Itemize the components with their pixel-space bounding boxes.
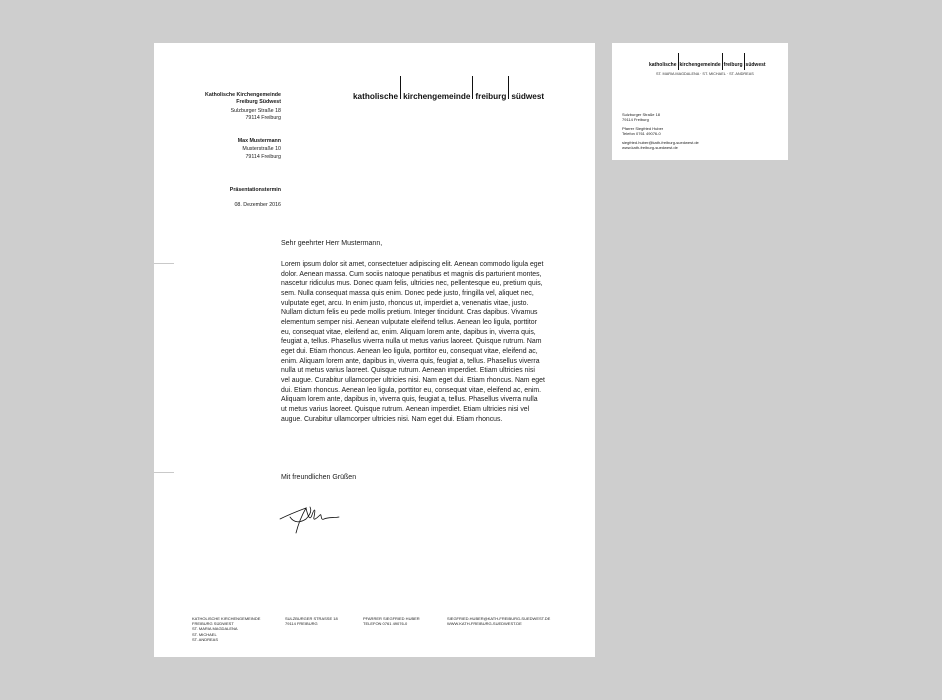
recipient-block bbox=[238, 137, 281, 161]
card-logo bbox=[648, 53, 767, 70]
footer-col-address bbox=[285, 616, 338, 626]
logo-segment: südwest bbox=[745, 62, 766, 68]
fold-mark bbox=[154, 472, 174, 473]
footer-col-contact bbox=[363, 616, 420, 626]
footer-line: PFARRER SIEGFRIED HUBER bbox=[363, 616, 420, 621]
footer-line: ST. MARIA MAGDALENA bbox=[192, 626, 238, 632]
logo-segment: freiburg bbox=[723, 62, 743, 68]
sender-name-line1: Katholische Kirchengemeinde bbox=[205, 92, 281, 98]
card-contact: Pfarrer Siegfried Huber bbox=[622, 126, 664, 131]
logo-segment: katholische bbox=[649, 62, 677, 68]
footer-line: ST. ANDREAS bbox=[192, 636, 219, 642]
card-subtitle: ST. MARIA MAGDALENA · ST. MICHAEL · ST. ANDREAS bbox=[656, 72, 754, 76]
logo-segment: südwest bbox=[511, 92, 545, 101]
letter-date: 08. Dezember 2016 bbox=[234, 201, 281, 208]
closing: Mit freundlichen Grüßen bbox=[281, 474, 357, 481]
letter-body: Lorem ipsum dolor sit amet, consectetuer adipiscing elit. Aenean commodo ligula eget dolor. Aenean massa. Cum sociis natoque penatibus et magnis dis parturient montes, nascetur ridiculus mus. Donec quam felis, ultricies nec, pellentesque eu, pretium quis, sem. Nulla consequat massa quis enim. Donec pede justo, fringilla vel, aliquet nec, vulputate eget, arcu. In enim justo, rhoncus ut, imperdiet a, venenatis vitae, justo. Nullam dictum felis eu pede mollis pretium. Integer tincidunt. Cras dapibus. Vivamus elementum semper nisi. Aenean vulputate eleifend tellus. Aenean leo ligula, porttitor eu, consequat vitae, eleifend ac, enim. Aliquam lorem ante, dapibus in, viverra quis, feugiat a, tellus. Phasellus viverra nulla ut metus varius laoreet. Quisque rutrum. Nam eget dui. Etiam rhoncus. Aenean leo ligula, porttitor eu, consequat vitae, eleifend ac, enim. Aliquam lorem ante, dapibus in, viverra quis, feugiat a, tellus. Phasellus viverra nulla ut metus varius laoreet. Quisque rutrum. Aenean imperdiet. Etiam ultricies nisi vel augue. Curabitur ullamcorper ultricies nisi. Nam eget dui. Etiam rhoncus. Nam eget dui. Etiam rhoncus. Aenean leo ligula, porttitor eu, consequat vitae, eleifend ac, enim. Aliquam lorem ante, dapibus in, viverra quis, feugiat a, tellus. Phasellus viverra nulla ut metus varius laoreet. Quisque rutrum. Aenean imperdiet. Etiam ultricies nisi vel augue. Curabitur ullamcorper ultricies nisi. Nam eget dui. Etiam rhoncus. bbox=[281, 261, 545, 423]
card-website: www.kath-freiburg-suedwest.de bbox=[622, 145, 678, 150]
business-card bbox=[612, 43, 788, 160]
sender-street: Sulzburger Straße 18 bbox=[230, 108, 281, 115]
fold-mark bbox=[154, 263, 174, 264]
logo-segment: kirchengemeinde bbox=[403, 92, 471, 101]
footer-line: 79114 FREIBURG bbox=[285, 621, 318, 627]
recipient-street: Musterstraße 10 bbox=[242, 146, 281, 152]
recipient-name: Max Mustermann bbox=[237, 138, 281, 144]
meta-block bbox=[230, 187, 281, 208]
sender-city: 79114 Freiburg bbox=[245, 114, 281, 121]
card-city: 79114 Freiburg bbox=[622, 117, 649, 122]
logo-segment: kirchengemeinde bbox=[679, 62, 721, 68]
card-street: Sulzburger Straße 18 bbox=[622, 112, 661, 117]
letter-page bbox=[154, 43, 595, 657]
sender-name-line2: Freiburg Südwest bbox=[236, 98, 281, 105]
footer-line: ST. MICHAEL bbox=[192, 631, 217, 637]
recipient-city: 79114 Freiburg bbox=[245, 154, 281, 160]
footer-col-organisation bbox=[192, 616, 260, 642]
footer-col-web bbox=[447, 616, 550, 626]
sender-block bbox=[205, 92, 281, 121]
salutation: Sehr geehrter Herr Mustermann, bbox=[281, 240, 383, 247]
footer-line: TELEFON 0761 49076-0 bbox=[363, 621, 408, 627]
footer-line: FREIBURG SÜDWEST bbox=[192, 621, 234, 627]
footer-line: SULZBURGER STRASSE 18 bbox=[285, 616, 338, 621]
logo-segment: katholische bbox=[353, 92, 399, 101]
footer-line: SIEGFRIED.HUBER@KATH-FREIBURG-SUEDWEST.DE bbox=[447, 616, 551, 621]
footer-line: WWW.KATH-FREIBURG-SUEDWEST.DE bbox=[447, 621, 522, 627]
card-email: siegfried.huber@kath-freiburg-suedwest.de bbox=[622, 140, 699, 145]
card-phone: Telefon 0761 49076-0 bbox=[622, 131, 661, 136]
subject-line: Präsentationstermin bbox=[229, 187, 281, 193]
footer-line: KATHOLISCHE KIRCHENGEMEINDE bbox=[192, 616, 261, 621]
letter-logo bbox=[351, 76, 546, 104]
logo-segment: freiburg bbox=[475, 92, 507, 101]
signature bbox=[276, 495, 342, 535]
